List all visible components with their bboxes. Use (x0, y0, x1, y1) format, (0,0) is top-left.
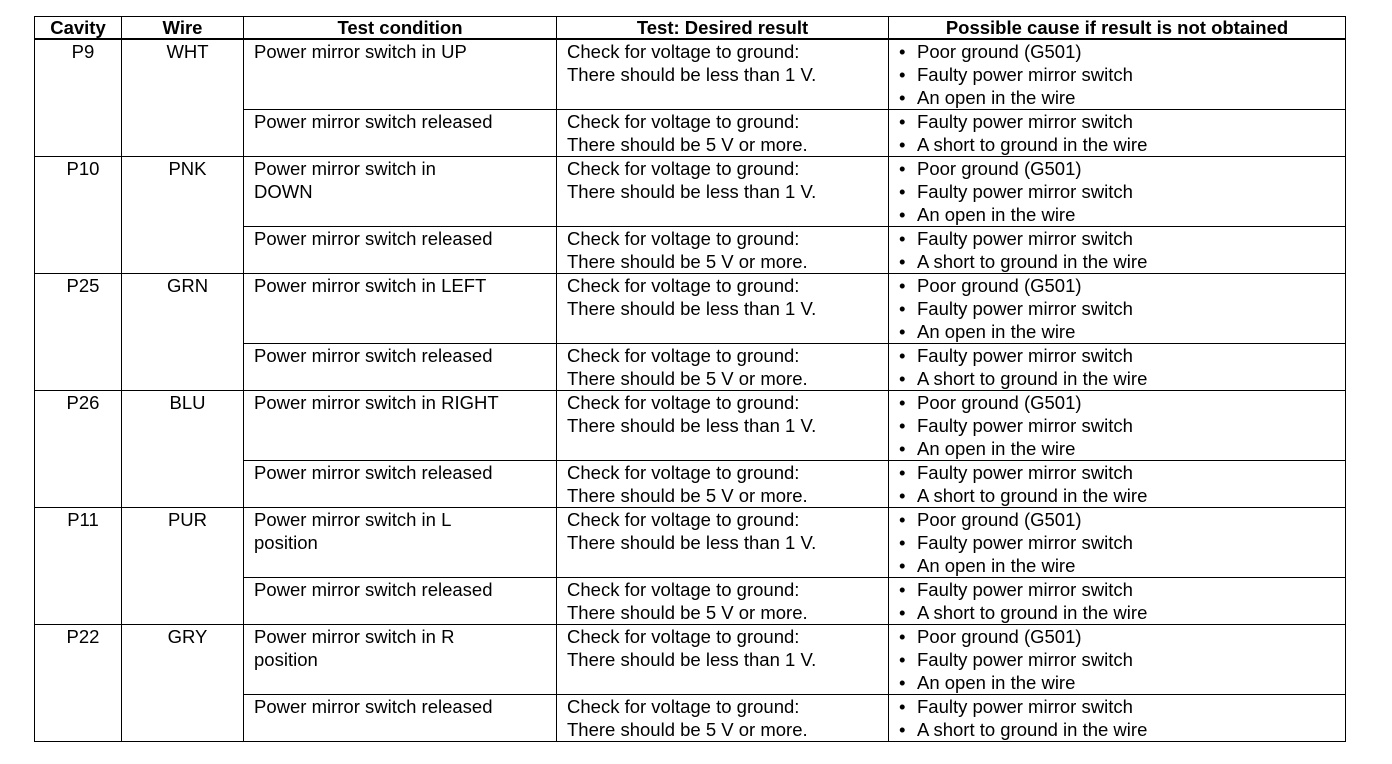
test-condition-cell (244, 274, 557, 344)
wire-cell: PNK (122, 157, 244, 274)
desired-result-text: Check for voltage to ground: (567, 696, 800, 717)
cause-list (899, 578, 1345, 624)
cause-list (899, 227, 1345, 273)
wire-cell: WHT (122, 39, 244, 157)
cause-item: • Faulty power mirror switch (899, 648, 1345, 671)
possible-cause-cell (889, 344, 1346, 391)
desired-result-cell (557, 578, 889, 625)
possible-cause-cell (889, 227, 1346, 274)
cause-item: • An open in the wire (899, 671, 1345, 694)
desired-result-text: Check for voltage to ground: (567, 228, 800, 249)
desired-result-text: There should be 5 V or more. (567, 602, 808, 623)
desired-result-text: There should be less than 1 V. (567, 64, 817, 85)
possible-cause-cell (889, 578, 1346, 625)
wire-cell: BLU (122, 391, 244, 508)
desired-result-cell (557, 274, 889, 344)
desired-result-text: There should be 5 V or more. (567, 134, 808, 155)
cause-list (899, 508, 1345, 577)
desired-result-text: There should be less than 1 V. (567, 298, 817, 319)
test-condition-text: Power mirror switch released (254, 228, 493, 249)
test-condition-cell (244, 110, 557, 157)
test-condition-text: Power mirror switch released (254, 345, 493, 366)
desired-result-text: Check for voltage to ground: (567, 392, 800, 413)
cause-item: • An open in the wire (899, 203, 1345, 226)
header-row (35, 17, 1346, 40)
header-desired-result: Test: Desired result (557, 17, 889, 40)
table-row (35, 274, 1346, 344)
cause-list (899, 391, 1345, 460)
cavity-cell: P9 (35, 39, 122, 157)
desired-result-text: There should be less than 1 V. (567, 532, 817, 553)
wire-cell: GRY (122, 625, 244, 742)
cause-item: • Faulty power mirror switch (899, 227, 1345, 250)
table-row (35, 508, 1346, 578)
possible-cause-cell (889, 391, 1346, 461)
test-condition-text: Power mirror switch in UP (254, 41, 467, 62)
cause-item: • Poor ground (G501) (899, 40, 1345, 63)
desired-result-cell (557, 695, 889, 742)
possible-cause-cell (889, 39, 1346, 110)
test-condition-cell (244, 227, 557, 274)
test-condition-cell (244, 625, 557, 695)
cause-item: • Poor ground (G501) (899, 157, 1345, 180)
test-condition-cell (244, 391, 557, 461)
header-wire: Wire (122, 17, 244, 40)
cause-item: • A short to ground in the wire (899, 133, 1345, 156)
test-condition-text: Power mirror switch released (254, 696, 493, 717)
test-condition-cell (244, 695, 557, 742)
desired-result-cell (557, 227, 889, 274)
cause-list (899, 40, 1345, 109)
cause-item: • A short to ground in the wire (899, 601, 1345, 624)
cause-item: • Poor ground (G501) (899, 508, 1345, 531)
desired-result-cell (557, 625, 889, 695)
cause-list (899, 344, 1345, 390)
desired-result-text: There should be less than 1 V. (567, 181, 817, 202)
desired-result-text: There should be 5 V or more. (567, 251, 808, 272)
cause-item: • An open in the wire (899, 86, 1345, 109)
desired-result-text: Check for voltage to ground: (567, 41, 800, 62)
desired-result-text: Check for voltage to ground: (567, 626, 800, 647)
desired-result-text: There should be 5 V or more. (567, 368, 808, 389)
desired-result-cell (557, 391, 889, 461)
wire-cell: GRN (122, 274, 244, 391)
cause-item: • Faulty power mirror switch (899, 414, 1345, 437)
possible-cause-cell (889, 695, 1346, 742)
desired-result-text: Check for voltage to ground: (567, 111, 800, 132)
cause-list (899, 625, 1345, 694)
header-cavity: Cavity (35, 17, 122, 40)
desired-result-text: Check for voltage to ground: (567, 345, 800, 366)
cavity-cell: P22 (35, 625, 122, 742)
test-condition-text: Power mirror switch in RIGHT (254, 392, 499, 413)
possible-cause-cell (889, 274, 1346, 344)
cause-list (899, 157, 1345, 226)
desired-result-cell (557, 344, 889, 391)
possible-cause-cell (889, 625, 1346, 695)
cause-item: • Faulty power mirror switch (899, 531, 1345, 554)
desired-result-cell (557, 110, 889, 157)
test-condition-text: Power mirror switch released (254, 111, 493, 132)
test-condition-text: Power mirror switch in (254, 158, 436, 179)
cause-item: • Faulty power mirror switch (899, 461, 1345, 484)
test-condition-text: Power mirror switch in L (254, 509, 452, 530)
table-body (35, 39, 1346, 742)
cause-item: • Faulty power mirror switch (899, 578, 1345, 601)
cause-item: • Faulty power mirror switch (899, 180, 1345, 203)
test-condition-cell (244, 344, 557, 391)
desired-result-text: There should be less than 1 V. (567, 649, 817, 670)
cause-item: • An open in the wire (899, 554, 1345, 577)
cause-item: • Faulty power mirror switch (899, 695, 1345, 718)
test-condition-cell (244, 578, 557, 625)
cause-item: • Faulty power mirror switch (899, 297, 1345, 320)
cause-item: • A short to ground in the wire (899, 367, 1345, 390)
test-condition-cell (244, 39, 557, 110)
test-condition-text: position (254, 649, 318, 670)
desired-result-text: Check for voltage to ground: (567, 509, 800, 530)
test-condition-text: Power mirror switch released (254, 579, 493, 600)
cause-list (899, 461, 1345, 507)
test-condition-text: Power mirror switch in LEFT (254, 275, 487, 296)
desired-result-text: There should be 5 V or more. (567, 719, 808, 740)
table-row (35, 625, 1346, 695)
header-possible-cause: Possible cause if result is not obtained (889, 17, 1346, 40)
desired-result-cell (557, 39, 889, 110)
desired-result-text: There should be 5 V or more. (567, 485, 808, 506)
cause-list (899, 695, 1345, 741)
possible-cause-cell (889, 110, 1346, 157)
test-condition-text: DOWN (254, 181, 313, 202)
diagnostic-table (34, 16, 1346, 742)
cause-item: • Poor ground (G501) (899, 274, 1345, 297)
cause-list (899, 274, 1345, 343)
test-condition-cell (244, 461, 557, 508)
desired-result-text: There should be less than 1 V. (567, 415, 817, 436)
test-condition-text: Power mirror switch in R (254, 626, 455, 647)
desired-result-text: Check for voltage to ground: (567, 462, 800, 483)
desired-result-cell (557, 157, 889, 227)
cavity-cell: P10 (35, 157, 122, 274)
possible-cause-cell (889, 508, 1346, 578)
table-row (35, 157, 1346, 227)
possible-cause-cell (889, 157, 1346, 227)
cause-item: • A short to ground in the wire (899, 718, 1345, 741)
cause-list (899, 110, 1345, 156)
cavity-cell: P25 (35, 274, 122, 391)
cause-item: • Faulty power mirror switch (899, 110, 1345, 133)
cause-item: • A short to ground in the wire (899, 484, 1345, 507)
cavity-cell: P26 (35, 391, 122, 508)
test-condition-text: position (254, 532, 318, 553)
table-row (35, 39, 1346, 110)
cause-item: • An open in the wire (899, 437, 1345, 460)
cause-item: • Poor ground (G501) (899, 625, 1345, 648)
header-test-condition: Test condition (244, 17, 557, 40)
cause-item: • Faulty power mirror switch (899, 344, 1345, 367)
test-condition-text: Power mirror switch released (254, 462, 493, 483)
desired-result-text: Check for voltage to ground: (567, 275, 800, 296)
possible-cause-cell (889, 461, 1346, 508)
desired-result-cell (557, 508, 889, 578)
test-condition-cell (244, 508, 557, 578)
desired-result-cell (557, 461, 889, 508)
cause-item: • A short to ground in the wire (899, 250, 1345, 273)
cavity-cell: P11 (35, 508, 122, 625)
cause-item: • An open in the wire (899, 320, 1345, 343)
cause-item: • Poor ground (G501) (899, 391, 1345, 414)
desired-result-text: Check for voltage to ground: (567, 158, 800, 179)
table-row (35, 391, 1346, 461)
cause-item: • Faulty power mirror switch (899, 63, 1345, 86)
wire-cell: PUR (122, 508, 244, 625)
desired-result-text: Check for voltage to ground: (567, 579, 800, 600)
test-condition-cell (244, 157, 557, 227)
